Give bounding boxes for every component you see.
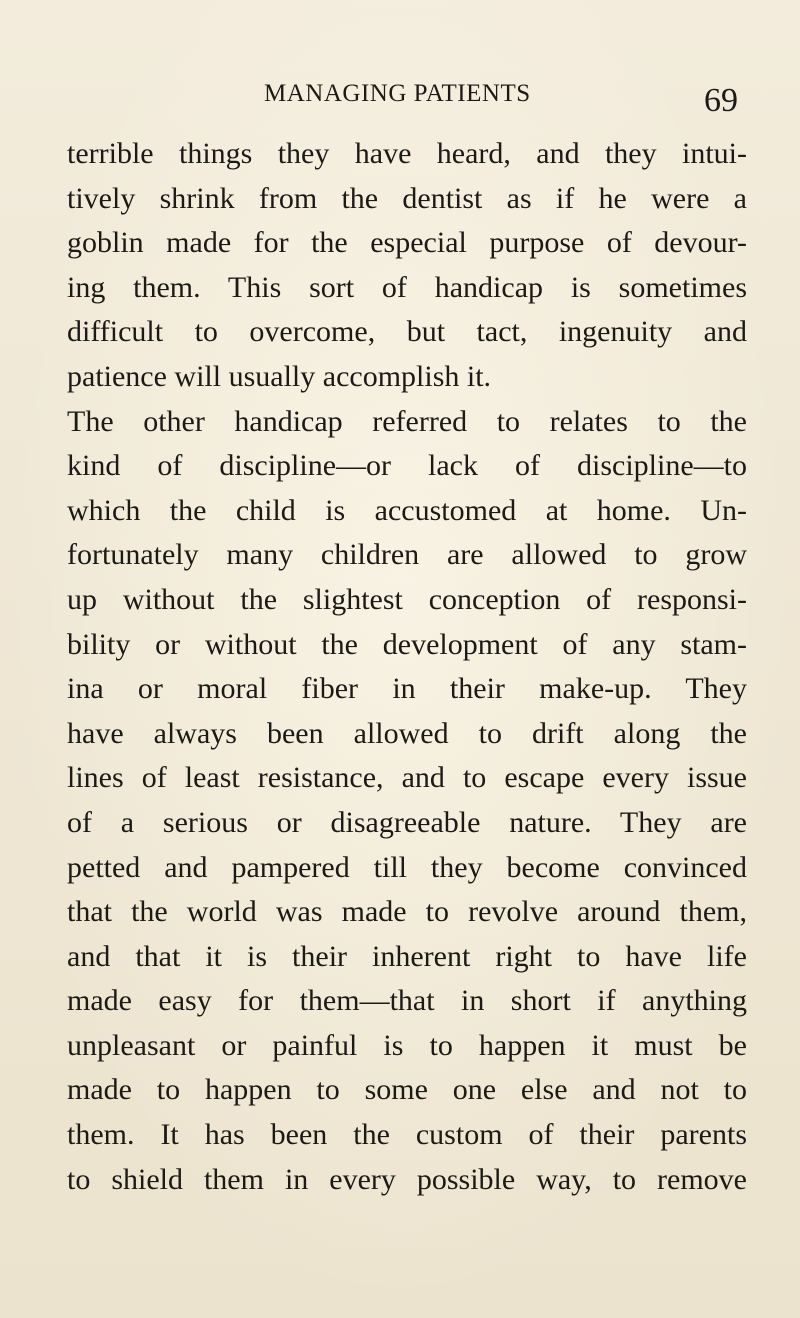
text-line: terrible things they have heard, and they intui- (67, 137, 747, 170)
text-line: unpleasant or painful is to happen it must be (67, 1028, 747, 1062)
text-line: that the world was made to revolve around them, (67, 895, 747, 929)
text-line: kind of discipline—or lack of discipline—to (67, 449, 747, 483)
text-line: fortunately many children are allowed to grow (67, 538, 747, 572)
text-line: goblin made for the especial purpose of devour- (67, 226, 747, 260)
text-line: which the child is accustomed at home. Un- (67, 493, 747, 527)
text-line: patience will usually accomplish it. (67, 359, 492, 393)
text-line: them. It has been the custom of their parents (67, 1118, 747, 1152)
running-head: MANAGING PATIENTS (264, 80, 531, 107)
text-line: to shield them in every possible way, to remove (67, 1162, 747, 1196)
text-line: up without the slightest conception of responsi- (67, 582, 747, 616)
text-line: tively shrink from the dentist as if he were a (67, 181, 747, 215)
page-number: 69 (704, 82, 738, 119)
text-line: lines of least resistance, and to escape every issue (67, 761, 747, 795)
body-text (67, 132, 747, 1202)
text-line: ing them. This sort of handicap is sometimes (67, 270, 747, 304)
text-line: The other handicap referred to relates to the (67, 404, 747, 438)
text-line: difficult to overcome, but tact, ingenuity and (67, 315, 747, 349)
text-line: have always been allowed to drift along the (67, 716, 747, 750)
text-line: ina or moral fiber in their make-up. They (67, 672, 747, 706)
text-line: made to happen to some one else and not to (67, 1073, 747, 1107)
text-line: and that it is their inherent right to have life (67, 939, 747, 973)
text-line: of a serious or disagreeable nature. They are (67, 805, 747, 839)
text-line: bility or without the development of any stam- (67, 627, 747, 661)
text-line: made easy for them—that in short if anything (67, 984, 747, 1018)
text-line: petted and pampered till they become convinced (67, 850, 747, 884)
